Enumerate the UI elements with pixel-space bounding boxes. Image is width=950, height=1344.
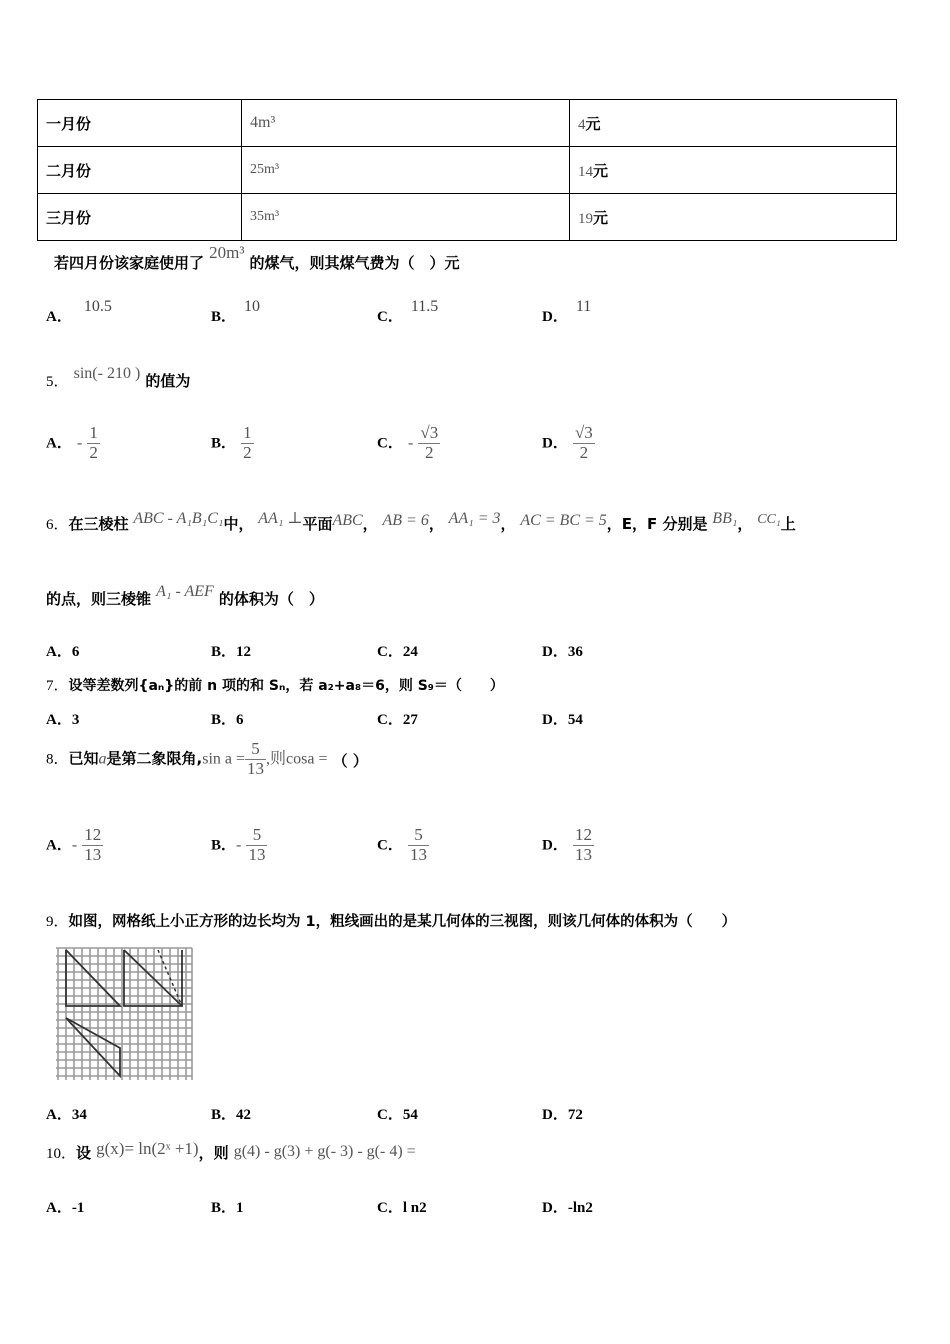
q6-option-a[interactable]: A．6	[46, 644, 80, 660]
usage-cell: 25m³	[242, 147, 570, 194]
q6-option-b[interactable]: B．12	[211, 644, 252, 660]
q8-stem: 8．已知a是第二象限角,sin a = $\frac{5}{13}$ ,则cosa = （ ）	[46, 739, 368, 778]
q7-option-b[interactable]: B．6	[211, 712, 244, 728]
gas-usage-table	[37, 99, 897, 241]
month-cell: 三月份	[38, 194, 242, 241]
cost-cell: 19元	[570, 194, 897, 241]
q5-option-c[interactable]: C． - $\frac{√3}{2}$	[377, 423, 439, 462]
usage-cell: 4m³	[242, 100, 570, 147]
cost-cell: 4元	[570, 100, 897, 147]
q4-math: 20m³	[209, 243, 245, 262]
q8-option-b[interactable]: B．- $\frac{5}{13}$	[211, 825, 266, 864]
q6-option-d[interactable]: D．36	[542, 644, 583, 660]
q7-option-a[interactable]: A．3	[46, 712, 80, 728]
q10-option-a[interactable]: A．-1	[46, 1200, 85, 1216]
q10-option-b[interactable]: B．1	[211, 1200, 244, 1216]
q5-option-a[interactable]: A． - $\frac{1}{2}$	[46, 423, 98, 462]
q4-option-c[interactable]: C．11.5	[377, 298, 439, 325]
q7-option-c[interactable]: C．27	[377, 712, 418, 728]
q8-option-c[interactable]: C． $\frac{5}{13}$	[377, 825, 427, 864]
q6-stem-line1: 6．在三棱柱 ABC - A₁B₁C₁中， AA₁ ⊥平面ABC， AB = 6， AA₁ = 3， AC = BC = 5，E，F 分别是 BB₁， CC₁上	[46, 510, 796, 533]
q6-option-c[interactable]: C．24	[377, 644, 418, 660]
q10-stem: 10．设 g(x)= ln(2ˣ +1)，则 g(4) - g(3) + g(- 3) - g(- 4) =	[46, 1139, 416, 1162]
q9-option-a[interactable]: A．34	[46, 1107, 87, 1123]
table-row	[38, 147, 897, 194]
q8-option-a[interactable]: A．- $\frac{12}{13}$	[46, 825, 102, 864]
q10-option-d[interactable]: D．-ln2	[542, 1200, 593, 1216]
q9-option-b[interactable]: B．42	[211, 1107, 252, 1123]
three-view-figure	[54, 944, 194, 1082]
q5-option-b[interactable]: B． $\frac{1}{2}$	[211, 423, 252, 462]
table-row	[38, 100, 897, 147]
usage-cell: 35m³	[242, 194, 570, 241]
q4-option-a[interactable]: A．10.5	[46, 298, 112, 325]
q9-option-d[interactable]: D．72	[542, 1107, 583, 1123]
q4-stem: 若四月份该家庭使用了 20m³ 的煤气，则其煤气费为（ ）元	[54, 243, 460, 272]
month-cell: 一月份	[38, 100, 242, 147]
q10-option-c[interactable]: C．l n2	[377, 1200, 427, 1216]
cost-cell: 14元	[570, 147, 897, 194]
month-cell: 二月份	[38, 147, 242, 194]
q9-stem: 9．如图，网格纸上小正方形的边长均为 1，粗线画出的是某几何体的三视图，则该几何体的体积为（ ）	[46, 914, 737, 930]
q4-option-d[interactable]: D．11	[542, 298, 592, 325]
q4-option-b[interactable]: B．10	[211, 298, 261, 325]
q6-stem-line2: 的点，则三棱锥 A₁ - AEF 的体积为（ ）	[46, 583, 324, 608]
q8-option-d[interactable]: D． $\frac{12}{13}$	[542, 825, 592, 864]
q7-stem: 7．设等差数列{aₙ}的前 n 项的和 Sₙ，若 a₂+a₈＝6，则 S₉＝（ ）	[46, 678, 504, 694]
q5-stem: 5． sin(- 210 ) 的值为	[46, 365, 191, 390]
q5-option-d[interactable]: D． $\frac{√3}{2}$	[542, 423, 593, 462]
table-row	[38, 194, 897, 241]
q7-option-d[interactable]: D．54	[542, 712, 583, 728]
q9-option-c[interactable]: C．54	[377, 1107, 418, 1123]
